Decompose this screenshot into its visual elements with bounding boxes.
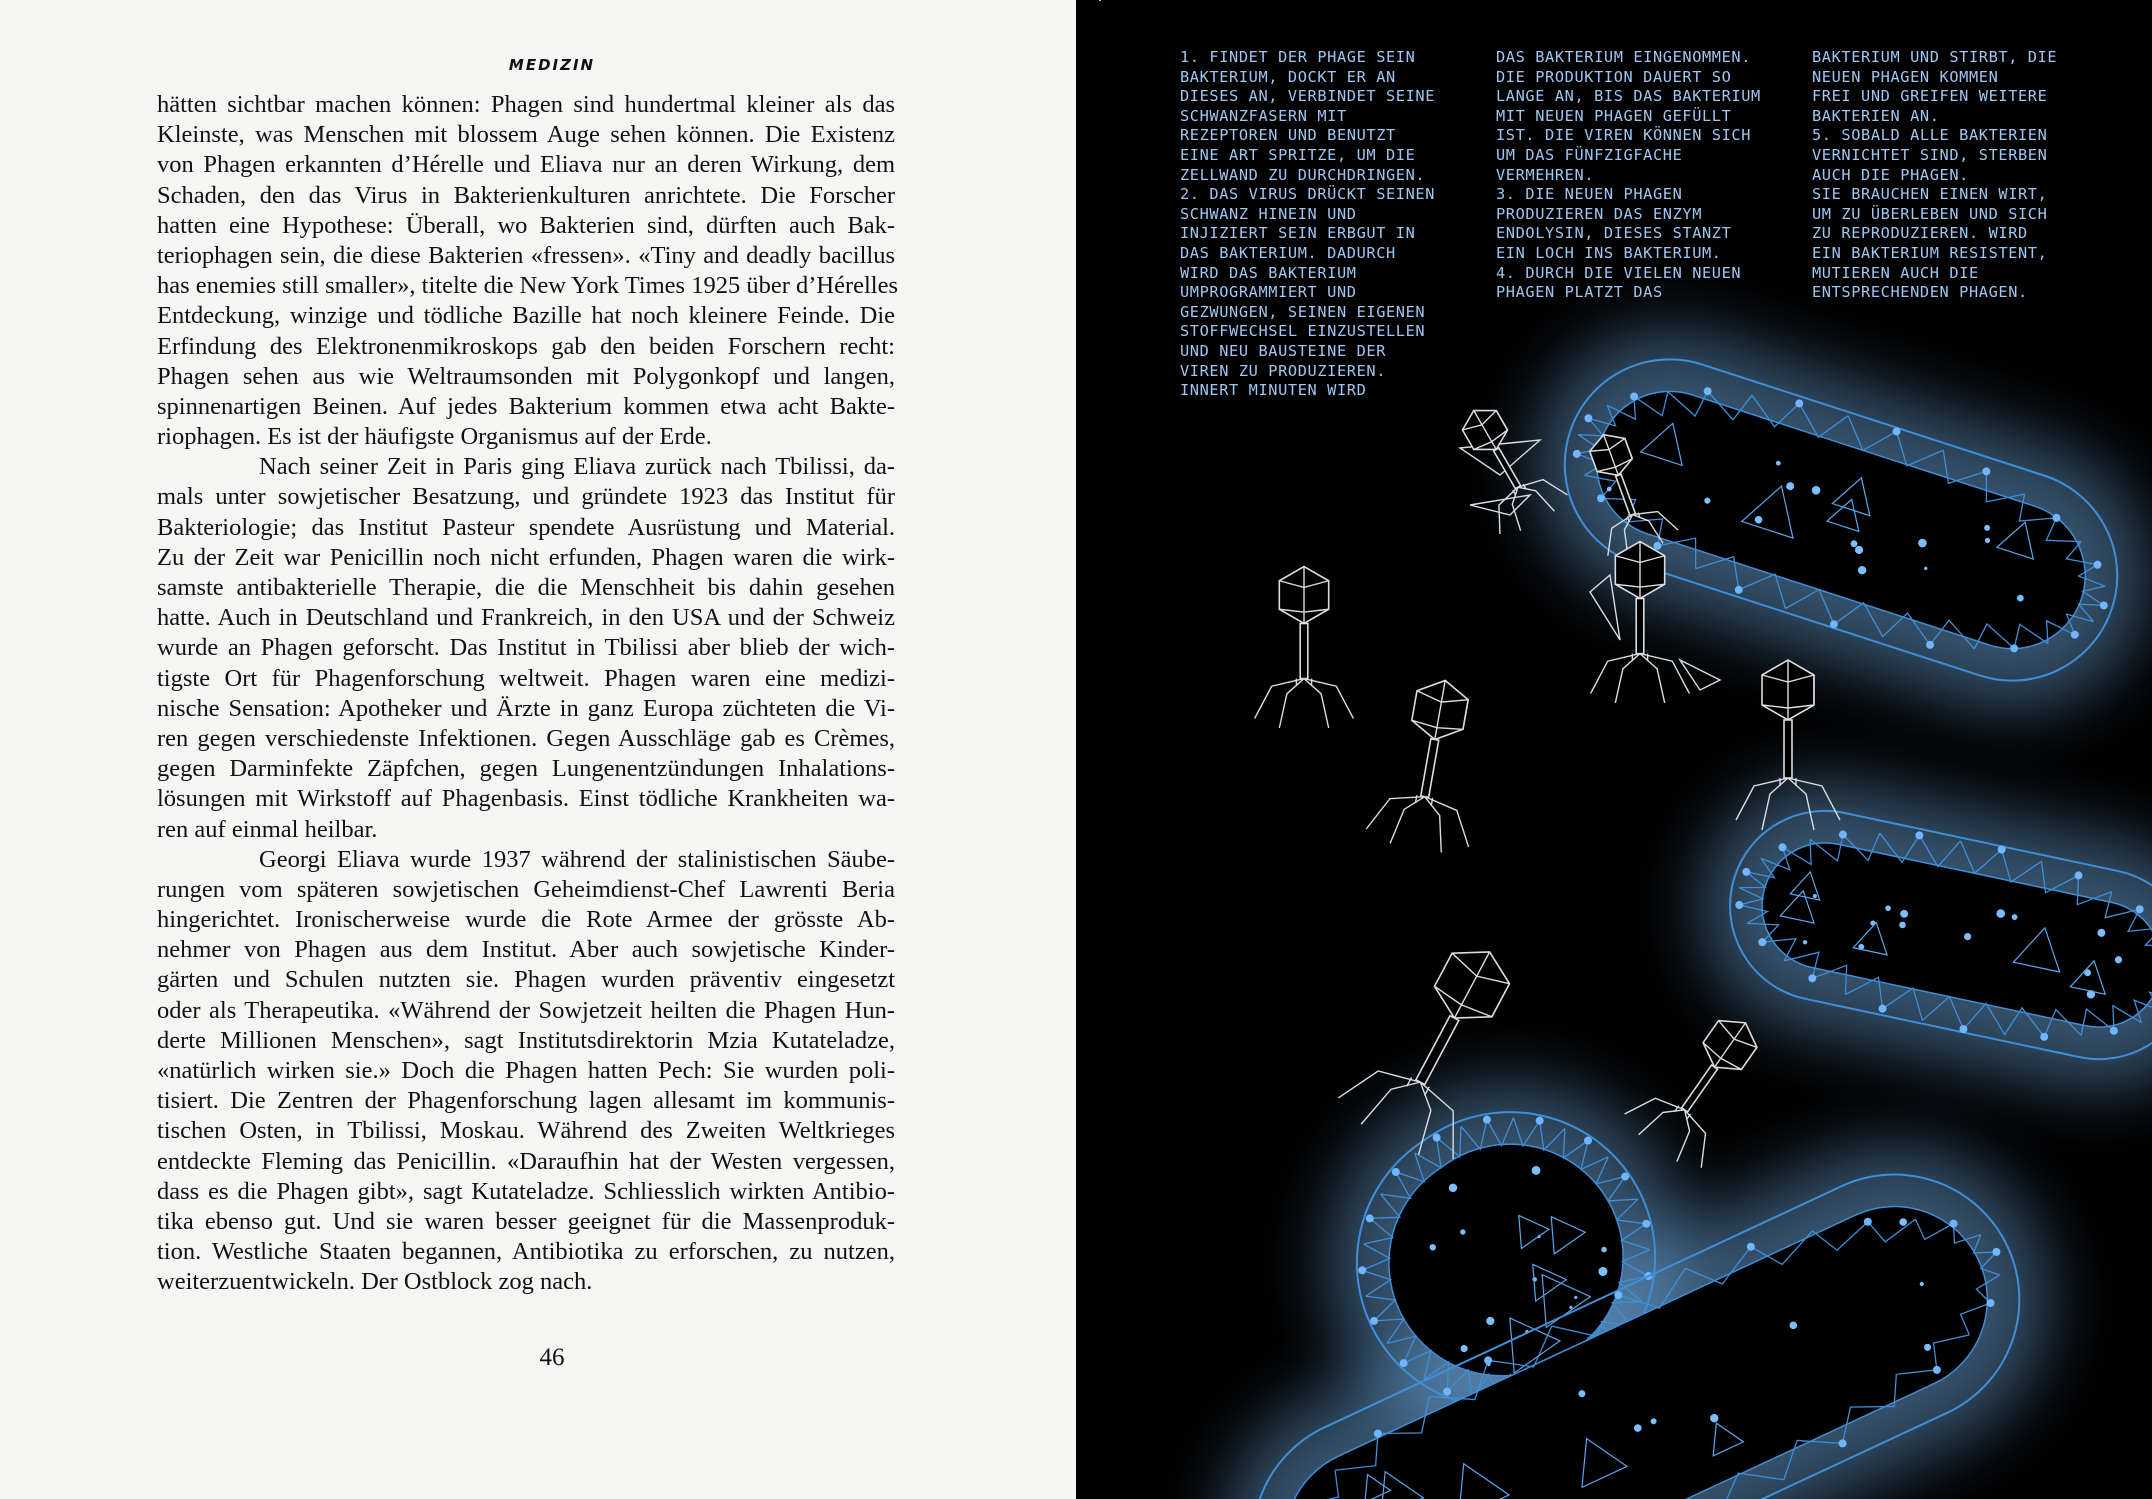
body-line: tisiert. Die Zentren der Phagenforschung lagen allesamt im kommunis- xyxy=(157,1087,895,1115)
phage-left xyxy=(1364,671,1496,856)
body-line: von Phagen erkannten d’Hérelle und Eliava nur an deren Wirkung, dem xyxy=(157,151,895,179)
caption-line: ENTSPRECHENDEN PHAGEN. xyxy=(1812,283,2028,302)
caption-line: 3. DIE NEUEN PHAGEN xyxy=(1496,185,1683,204)
body-line: Nach seiner Zeit in Paris ging Eliava zurück nach Tbilissi, da- xyxy=(259,453,895,481)
caption-line: IST. DIE VIREN KÖNNEN SICH xyxy=(1496,126,1752,145)
caption-line: BAKTERIUM, DOCKT ER AN xyxy=(1180,67,1396,86)
caption-line: MUTIEREN AUCH DIE xyxy=(1812,263,1979,282)
body-line: lösungen mit Wirkstoff auf Phagenbasis. Einst tödliche Krankheiten wa- xyxy=(157,785,895,813)
body-line: entdeckte Fleming das Penicillin. «Daraufhin hat der Westen vergessen, xyxy=(157,1147,895,1175)
caption-line: EINE ART SPRITZE, UM DIE xyxy=(1180,145,1416,164)
body-line: Zu der Zeit war Penicillin noch nicht erfunden, Phagen waren die wirk- xyxy=(157,543,895,571)
body-line: weiterzuentwickeln. Der Ostblock zog nach. xyxy=(157,1268,593,1296)
body-line: hätten sichtbar machen können: Phagen sind hundertmal kleiner als das xyxy=(157,91,895,118)
caption-line: INNERT MINUTEN WIRD xyxy=(1180,381,1367,400)
body-line: gärten und Schulen nutzten sie. Phagen wurden präventiv eingesetzt xyxy=(157,966,895,994)
body-line: riophagen. Es ist der häufigste Organismus auf der Erde. xyxy=(157,423,712,451)
body-line: dass es die Phagen gibt», sagt Kutateladze. Schliesslich wirkten Antibio- xyxy=(157,1177,895,1205)
body-line: nische Sensation: Apotheker und Ärzte in ganz Europa züchteten die Vi- xyxy=(157,694,895,722)
caption-line: EIN BAKTERIUM RESISTENT, xyxy=(1812,243,2048,262)
body-line: ren auf einmal heilbar. xyxy=(157,815,378,843)
body-line: ren gegen verschiedenste Infektionen. Gegen Ausschläge gab es Crèmes, xyxy=(157,724,895,752)
caption-line: WIRD DAS BAKTERIUM xyxy=(1180,263,1357,282)
body-line: hingerichtet. Ironischerweise wurde die Rote Armee der grösste Ab- xyxy=(157,906,895,934)
body-line: tika ebenso gut. Und sie waren besser geeignet für die Massenproduk- xyxy=(157,1207,895,1235)
page-number: 46 xyxy=(539,1344,565,1371)
caption-line: VERNICHTET SIND, STERBEN xyxy=(1812,145,2048,164)
caption-line: BAKTERIEN AN. xyxy=(1812,106,1940,125)
body-line: derte Millionen Menschen», sagt Institutsdirektorin Mzia Kutateladze, xyxy=(157,1026,895,1054)
caption-line: EIN LOCH INS BAKTERIUM. xyxy=(1496,243,1722,262)
caption-line: UM DAS FÜNFZIGFACHE xyxy=(1496,145,1683,164)
body-line: tigste Ort für Phagenforschung weltweit. Phagen waren eine medizi- xyxy=(157,664,895,692)
body-line: has enemies still smaller», titelte die New York Times 1925 über d’Hérelles xyxy=(157,272,899,300)
caption-line: ZU REPRODUZIEREN. WIRD xyxy=(1812,224,2028,243)
caption-line: STOFFWECHSEL EINZUSTELLEN xyxy=(1180,322,1426,341)
caption-line: 1. FINDET DER PHAGE SEIN xyxy=(1180,48,1416,66)
caption-line: NEUEN PHAGEN KOMMEN xyxy=(1812,67,1999,86)
caption-column-3 xyxy=(1812,48,2112,303)
right-page xyxy=(1076,0,2152,1499)
caption-line: SCHWANZ HINEIN UND xyxy=(1180,204,1357,223)
caption-line: VIREN ZU PRODUZIEREN. xyxy=(1180,361,1386,380)
caption-line: AUCH DIE PHAGEN. xyxy=(1812,165,1969,184)
caption-line: ZELLWAND ZU DURCHDRINGEN. xyxy=(1180,165,1426,184)
body-line: Bakteriologie; das Institut Pasteur spendete Ausrüstung und Material. xyxy=(157,513,895,541)
article-body xyxy=(157,90,899,1298)
caption-line: 4. DURCH DIE VIELEN NEUEN xyxy=(1496,263,1742,282)
body-line: rungen vom späteren sowjetischen Geheimdienst-Chef Lawrenti Beria xyxy=(157,875,895,903)
body-line: hatten eine Hypothese: Überall, wo Bakterien sind, dürften auch Bak- xyxy=(157,211,895,239)
body-line: nehmer von Phagen aus dem Institut. Aber auch sowjetische Kinder- xyxy=(157,936,895,964)
body-line: Erfindung des Elektronenmikroskops gab den beiden Forschern recht: xyxy=(157,332,895,360)
caption-line: UMPROGRAMMIERT UND xyxy=(1180,283,1357,302)
body-line: Phagen sehen aus wie Weltraumsonden mit Polygonkopf und langen, xyxy=(157,362,895,390)
caption-line: VERMEHREN. xyxy=(1496,165,1595,184)
caption-line: 2. DAS VIRUS DRÜCKT SEINEN xyxy=(1180,185,1436,204)
phage-docking-top xyxy=(1255,567,1354,729)
body-line: teriophagen sein, die diese Bakterien «fressen». «Tiny and deadly bacillus xyxy=(157,241,895,269)
body-line: Georgi Eliava wurde 1937 während der stalinistischen Säube- xyxy=(259,845,895,873)
caption-line: ENDOLYSIN, DIESES STANZT xyxy=(1496,224,1732,243)
caption-line: DIESES AN, VERBINDET SEINE xyxy=(1180,87,1436,106)
body-line: wurde an Phagen geforscht. Das Institut in Tbilissi aber blieb der wich- xyxy=(157,634,895,662)
body-line: mals unter sowjetischer Besatzung, und gründete 1923 das Institut für xyxy=(157,483,895,511)
body-line: gegen Darminfekte Zäpfchen, gegen Lungenentzündungen Inhalations- xyxy=(157,755,895,783)
body-line: tischen Osten, in Tbilissi, Moskau. Während des Zweiten Weltkrieges xyxy=(157,1117,895,1145)
caption-line: REZEPTOREN UND BENUTZT xyxy=(1180,126,1396,145)
body-line: oder als Therapeutika. «Während der Sowjetzeit heilten die Phagen Hun- xyxy=(157,996,895,1024)
caption-line: UM ZU ÜBERLEBEN UND SICH xyxy=(1812,204,2048,223)
caption-line: LANGE AN, BIS DAS BAKTERIUM xyxy=(1496,87,1761,106)
membrane-fragment xyxy=(1680,660,1720,690)
body-line: Schaden, den das Virus in Bakterienkulturen anrichtete. Die Forscher xyxy=(157,181,895,209)
body-line: Entdeckung, winzige und tödliche Bazille hat noch kleinere Feinde. Die xyxy=(157,302,895,330)
body-line: samste antibakterielle Therapie, die die Menschheit bis dahin gesehen xyxy=(157,574,895,601)
caption-line: DAS BAKTERIUM EINGENOMMEN. xyxy=(1496,48,1752,66)
caption-line: PHAGEN PLATZT DAS xyxy=(1496,283,1663,302)
caption-column-1 xyxy=(1180,48,1480,401)
caption-line: PRODUZIEREN DAS ENZYM xyxy=(1496,204,1702,223)
running-head: MEDIZIN xyxy=(508,56,596,74)
caption-line: UND NEU BAUSTEINE DER xyxy=(1180,341,1386,360)
body-line: Kleinste, was Menschen mit blossem Auge sehen können. Die Existenz xyxy=(157,121,895,149)
caption-line: DIE PRODUKTION DAUERT SO xyxy=(1496,67,1732,86)
caption-line: DAS BAKTERIUM. DADURCH xyxy=(1180,243,1396,262)
body-line: hatte. Auch in Deutschland und Frankreich, in den USA und der Schweiz xyxy=(157,604,895,632)
caption-line: GEZWUNGEN, SEINEN EIGENEN xyxy=(1180,302,1426,321)
caption-line: MIT NEUEN PHAGEN GEFÜLLT xyxy=(1496,106,1732,125)
caption-column-2 xyxy=(1496,48,1796,303)
body-line: «natürlich wirken sie.» Doch die Phagen hatten Pech: Sie wurden poli- xyxy=(157,1057,895,1084)
caption-line: 5. SOBALD ALLE BAKTERIEN xyxy=(1812,126,2048,145)
caption-line: BAKTERIUM UND STIRBT, DIE xyxy=(1812,48,2058,66)
caption-line: FREI UND GREIFEN WEITERE xyxy=(1812,87,2048,106)
caption-line: INJIZIERT SEIN ERBGUT IN xyxy=(1180,224,1416,243)
body-line: spinnenartigen Beinen. Auf jedes Bakterium kommen etwa acht Bakte- xyxy=(157,392,895,420)
caption-line: SCHWANZFASERN MIT xyxy=(1180,106,1347,125)
body-line: tion. Westliche Staaten begannen, Antibiotika zu erforschen, zu nutzen, xyxy=(157,1238,895,1266)
caption-line: SIE BRAUCHEN EINEN WIRT, xyxy=(1812,185,2048,204)
